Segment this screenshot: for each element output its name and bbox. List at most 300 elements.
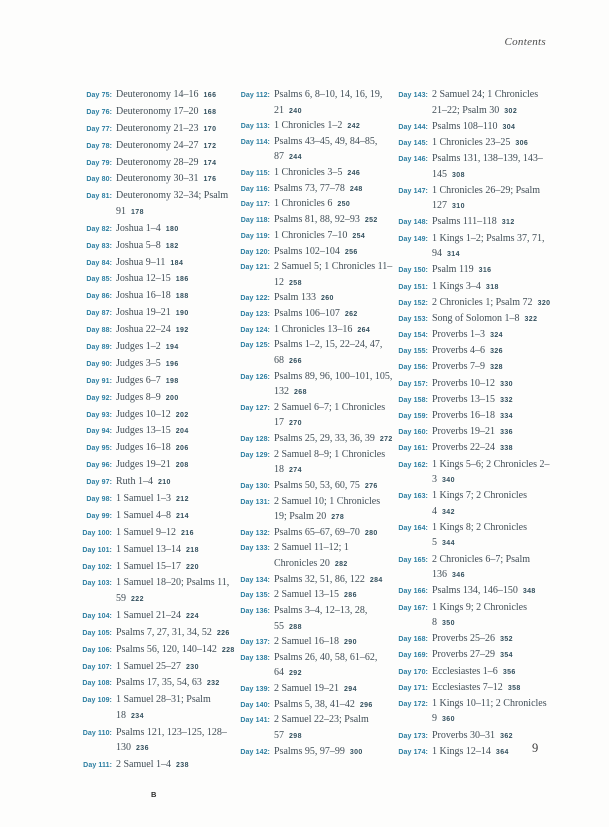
toc-entry [80, 560, 235, 576]
toc-entry [396, 393, 551, 409]
reading-reference: 1 Kings 5–6; 2 Chronicles 2–3 [432, 458, 550, 486]
reading-reference: Joshua 9–11 [116, 256, 166, 268]
toc-entry [80, 239, 235, 255]
day-label: Day 164: [398, 524, 428, 532]
toc-entry [396, 312, 551, 328]
toc-entry [238, 635, 393, 651]
day-label: Day 97: [86, 479, 112, 487]
reading-reference: Psalms 43–45, 49, 84–85, 87 [274, 135, 378, 163]
page-ref: 314 [447, 251, 460, 259]
day-label: Day 88: [86, 327, 112, 335]
contents-column-2 [238, 88, 393, 760]
page-ref: 296 [359, 701, 373, 709]
toc-entry [396, 232, 551, 263]
page-ref: 292 [289, 670, 302, 678]
day-label: Day 147: [398, 187, 428, 195]
reading-reference: Judges 6–7 [116, 374, 161, 386]
page-ref: 192 [175, 327, 189, 335]
day-label: Day 133: [240, 545, 270, 553]
page-ref: 318 [485, 283, 499, 291]
reading-reference: Psalms 95, 97–99 [274, 745, 345, 757]
reading-reference: Psalms 56, 120, 140–142 [116, 643, 217, 655]
page-ref: 186 [175, 276, 189, 284]
toc-entry [238, 745, 393, 761]
day-label: Day 101: [82, 546, 112, 554]
toc-entry [80, 189, 235, 220]
day-label: Day 106: [82, 646, 112, 654]
reading-reference: 1 Chronicles 7–10 [274, 229, 348, 241]
reading-reference: Psalms 6, 8–10, 14, 16, 19, 21 [274, 89, 383, 116]
toc-entry [80, 458, 235, 474]
day-label: Day 94: [86, 428, 112, 436]
toc-entry [396, 441, 551, 457]
reading-reference: 1 Samuel 1–3 [116, 492, 171, 504]
page-ref: 228 [221, 646, 235, 654]
page-ref: 248 [349, 185, 363, 193]
day-label: Day 126: [240, 373, 270, 381]
toc-entry [80, 609, 235, 625]
day-label: Day 82: [86, 225, 112, 233]
day-label: Day 127: [240, 404, 270, 412]
reading-reference: Proverbs 19–21 [432, 426, 496, 438]
reading-reference: Proverbs 7–9 [432, 361, 486, 373]
day-label: Day 172: [398, 700, 428, 708]
day-label: Day 86: [86, 293, 112, 301]
reading-reference: Psalms 121, 123–125, 128–130 [116, 726, 227, 754]
day-label: Day 99: [86, 512, 112, 520]
reading-reference: Deuteronomy 28–29 [116, 156, 199, 168]
day-label: Day 81: [86, 193, 112, 201]
page-ref: 174 [203, 159, 217, 167]
toc-entry [396, 729, 551, 745]
page-ref: 310 [452, 203, 465, 211]
reading-reference: 2 Chronicles 6–7; Psalm 136 [432, 553, 531, 581]
reading-reference: Judges 1–2 [116, 340, 161, 352]
toc-entry [238, 245, 393, 261]
reading-reference: Psalms 73, 77–78 [274, 182, 345, 194]
toc-entry [396, 521, 551, 552]
toc-entry [80, 256, 235, 272]
day-label: Day 85: [86, 276, 112, 284]
page-ref: 290 [344, 639, 357, 647]
reading-reference: Joshua 19–21 [116, 307, 171, 319]
page-ref: 204 [175, 428, 189, 436]
day-label: Day 100: [82, 529, 112, 537]
reading-reference: 2 Samuel 6–7; 1 Chronicles 17 [274, 401, 386, 429]
page-ref: 226 [216, 629, 230, 637]
page-ref: 316 [478, 267, 492, 275]
day-label: Day 159: [398, 413, 428, 420]
toc-entry [80, 222, 235, 238]
day-label: Day 134: [240, 576, 270, 584]
toc-entry [80, 374, 235, 390]
toc-entry [238, 182, 393, 198]
toc-entry [238, 401, 393, 432]
reading-reference: 1 Samuel 21–24 [116, 609, 181, 621]
day-label: Day 168: [398, 636, 428, 644]
toc-entry [238, 229, 393, 245]
day-label: Day 116: [240, 185, 270, 193]
day-label: Day 93: [86, 411, 112, 419]
page-ref: 180 [165, 225, 179, 233]
day-label: Day 171: [398, 684, 428, 692]
toc-entry [396, 152, 551, 183]
toc-entry [396, 601, 551, 632]
toc-entry [238, 651, 393, 682]
day-label: Day 117: [240, 201, 270, 209]
toc-entry [238, 713, 393, 744]
page-ref: 288 [289, 623, 302, 631]
day-label: Day 143: [398, 92, 428, 99]
toc-entry [80, 391, 235, 407]
page-ref: 260 [320, 295, 334, 303]
day-label: Day 113: [240, 123, 270, 131]
reading-reference: 2 Samuel 16–18 [274, 636, 339, 648]
reading-reference: Judges 13–15 [116, 425, 171, 437]
page-ref: 324 [490, 332, 503, 340]
day-label: Day 151: [398, 283, 428, 291]
reading-reference: 2 Samuel 19–21 [274, 683, 339, 695]
page-ref: 342 [442, 508, 455, 516]
reading-reference: 2 Samuel 5; 1 Chronicles 11–12 [274, 261, 393, 288]
day-label: Day 107: [82, 663, 112, 671]
page-ref: 300 [349, 748, 363, 756]
page-ref: 350 [442, 620, 455, 627]
page-ref: 274 [289, 467, 302, 475]
toc-entry [80, 526, 235, 542]
page-ref: 336 [500, 429, 513, 437]
reading-reference: Psalms 3–4, 12–13, 28, 55 [274, 605, 368, 632]
toc-entry [80, 475, 235, 491]
day-label: Day 140: [240, 701, 270, 709]
day-label: Day 118: [240, 217, 270, 225]
page-ref: 182 [165, 242, 179, 250]
toc-entry [396, 681, 551, 697]
reading-reference: Psalms 81, 88, 92–93 [274, 214, 360, 226]
reading-reference: Judges 19–21 [116, 459, 171, 471]
day-label: Day 95: [86, 445, 112, 453]
reading-reference: Joshua 1–4 [116, 222, 161, 234]
toc-entry [238, 213, 393, 229]
day-label: Day 92: [86, 394, 112, 402]
day-label: Day 125: [240, 342, 270, 350]
page-ref: 184 [170, 259, 184, 267]
page-ref: 232 [206, 680, 220, 688]
toc-entry [80, 492, 235, 508]
toc-entry [238, 682, 393, 698]
page-ref: 302 [504, 107, 518, 115]
day-label: Day 79: [86, 159, 112, 167]
page-ref: 230 [186, 663, 199, 671]
toc-entry [396, 648, 551, 664]
page-ref: 216 [181, 529, 194, 537]
toc-entry [396, 745, 551, 761]
day-label: Day 114: [240, 138, 270, 146]
toc-entry [80, 626, 235, 642]
day-label: Day 96: [86, 462, 112, 470]
toc-entry [238, 197, 393, 213]
page-ref: 170 [203, 125, 217, 133]
toc-entry [80, 643, 235, 659]
page-ref: 264 [357, 326, 371, 334]
page-ref: 244 [289, 154, 302, 162]
reading-reference: Psalms 17, 35, 54, 63 [116, 677, 202, 689]
reading-reference: 1 Kings 3–4 [432, 280, 481, 292]
day-label: Day 174: [398, 748, 428, 756]
toc-entry [396, 296, 551, 312]
day-label: Day 77: [86, 125, 112, 133]
reading-reference: Proverbs 13–15 [432, 393, 496, 405]
day-label: Day 142: [240, 748, 270, 756]
page-ref: 176 [203, 176, 217, 184]
page-ref: 268 [294, 389, 307, 397]
toc-entry [80, 122, 235, 138]
toc-entry [80, 340, 235, 356]
toc-entry [80, 306, 235, 322]
reading-reference: Deuteronomy 24–27 [116, 139, 199, 151]
reading-reference: Psalms 7, 27, 31, 34, 52 [116, 626, 212, 638]
reading-reference: Joshua 5–8 [116, 239, 161, 251]
day-label: Day 108: [82, 680, 112, 688]
reading-reference: Joshua 16–18 [116, 290, 171, 302]
toc-entry [238, 260, 393, 291]
toc-entry [238, 88, 393, 119]
page-ref: 352 [500, 636, 513, 644]
page-ref: 332 [500, 396, 513, 404]
day-label: Day 148: [398, 219, 428, 227]
reading-reference: 2 Chronicles 1; Psalm 72 [432, 296, 533, 308]
page-ref: 270 [289, 420, 302, 428]
page-ref: 224 [186, 612, 199, 620]
reading-reference: Song of Solomon 1–8 [432, 312, 520, 324]
page-ref: 354 [500, 652, 513, 660]
reading-reference: Deuteronomy 14–16 [116, 89, 199, 100]
reading-reference: 2 Samuel 8–9; 1 Chronicles 18 [274, 448, 386, 476]
page-ref: 246 [347, 170, 361, 178]
reading-reference: Ecclesiastes 1–6 [432, 665, 498, 677]
page-ref: 252 [364, 217, 378, 225]
day-label: Day 170: [398, 668, 428, 676]
reading-reference: Psalms 131, 138–139, 143–145 [432, 153, 543, 180]
day-label: Day 75: [86, 92, 112, 99]
page-ref: 266 [289, 357, 302, 365]
day-label: Day 173: [398, 732, 428, 740]
toc-entry [396, 458, 551, 489]
day-label: Day 139: [240, 686, 270, 694]
page-ref: 220 [186, 563, 199, 571]
day-label: Day 84: [86, 259, 112, 267]
page-ref: 236 [136, 745, 149, 753]
toc-entry [396, 632, 551, 648]
toc-entry [396, 120, 551, 136]
day-label: Day 132: [240, 529, 270, 537]
page-ref: 358 [507, 684, 521, 692]
toc-entry [80, 726, 235, 757]
reading-reference: Proverbs 25–26 [432, 633, 496, 645]
toc-entry [80, 543, 235, 559]
toc-entry [396, 584, 551, 600]
toc-entry [80, 172, 235, 188]
reading-reference: Deuteronomy 30–31 [116, 173, 199, 185]
reading-reference: Ruth 1–4 [116, 476, 153, 488]
reading-reference: Psalms 50, 53, 60, 75 [274, 479, 360, 491]
page-ref: 208 [175, 462, 189, 470]
page-ref: 330 [500, 380, 513, 388]
reading-reference: Judges 16–18 [116, 442, 171, 454]
page-ref: 212 [176, 495, 189, 503]
toc-entry [396, 489, 551, 520]
day-label: Day 111: [83, 762, 112, 770]
reading-reference: 1 Chronicles 26–29; Psalm 127 [432, 184, 541, 212]
reading-reference: Psalms 111–118 [432, 216, 497, 228]
reading-reference: Proverbs 1–3 [432, 329, 486, 341]
running-head-contents: Contents [504, 36, 546, 48]
reading-reference: Psalm 133 [274, 292, 316, 304]
reading-reference: Proverbs 4–6 [432, 345, 486, 357]
contents-column-3 [396, 88, 551, 761]
reading-reference: 2 Samuel 22–23; Psalm 57 [274, 714, 369, 741]
page-ref: 278 [331, 514, 345, 522]
day-label: Day 80: [86, 176, 112, 184]
day-label: Day 152: [398, 299, 428, 307]
page-ref: 214 [176, 512, 189, 520]
toc-entry [80, 408, 235, 424]
day-label: Day 146: [398, 156, 428, 164]
page-ref: 360 [442, 716, 455, 724]
reading-reference: Psalms 102–104 [274, 245, 340, 257]
page-ref: 194 [165, 343, 179, 351]
day-label: Day 136: [240, 608, 270, 615]
page-ref: 218 [186, 546, 199, 554]
day-label: Day 145: [398, 139, 428, 147]
day-label: Day 120: [240, 248, 270, 256]
day-label: Day 138: [240, 654, 270, 662]
reading-reference: Psalms 32, 51, 86, 122 [274, 573, 365, 585]
toc-entry [80, 323, 235, 339]
toc-entry [238, 338, 393, 369]
reading-reference: Psalms 134, 146–150 [432, 585, 518, 597]
reading-reference: 2 Samuel 1–4 [116, 759, 171, 771]
page-ref: 272 [379, 436, 393, 443]
printer-signature-mark: B [151, 790, 157, 799]
page-ref: 258 [289, 279, 302, 287]
reading-reference: Psalms 26, 40, 58, 61–62, 64 [274, 651, 378, 679]
reading-reference: Deuteronomy 21–23 [116, 122, 199, 134]
reading-reference: 1 Chronicles 6 [274, 198, 333, 210]
page-ref: 210 [157, 479, 171, 487]
day-label: Day 76: [86, 108, 112, 116]
reading-reference: Psalm 119 [432, 264, 474, 276]
page-ref: 284 [369, 576, 383, 584]
toc-entry [238, 166, 393, 182]
toc-entry [238, 541, 393, 572]
reading-reference: Proverbs 27–29 [432, 649, 496, 661]
page-ref: 346 [452, 572, 465, 580]
toc-entry [238, 323, 393, 339]
toc-entry [80, 357, 235, 373]
day-label: Day 98: [86, 495, 112, 503]
toc-entry [396, 697, 551, 728]
day-label: Day 91: [86, 377, 112, 385]
toc-entry [238, 495, 393, 526]
day-label: Day 167: [398, 604, 428, 612]
toc-entry [238, 119, 393, 135]
day-label: Day 128: [240, 436, 270, 443]
reading-reference: Psalms 5, 38, 41–42 [274, 698, 355, 710]
day-label: Day 162: [398, 461, 428, 469]
toc-entry [396, 665, 551, 681]
page-ref: 234 [131, 712, 144, 720]
day-label: Day 83: [86, 242, 112, 250]
toc-entry [396, 88, 551, 119]
reading-reference: Proverbs 22–24 [432, 442, 496, 454]
page-ref: 240 [289, 107, 302, 115]
day-label: Day 78: [86, 142, 112, 150]
page-ref: 286 [344, 592, 357, 600]
day-label: Day 158: [398, 396, 428, 404]
page-ref: 250 [337, 201, 351, 209]
day-label: Day 124: [240, 326, 270, 334]
toc-entry [80, 424, 235, 440]
day-label: Day 110: [82, 729, 112, 737]
reading-reference: 2 Samuel 13–15 [274, 589, 339, 601]
page-ref: 178 [131, 208, 144, 216]
toc-entry [396, 553, 551, 584]
reading-reference: 1 Samuel 9–12 [116, 526, 176, 538]
toc-entry [80, 88, 235, 104]
page-ref: 340 [442, 477, 455, 485]
day-label: Day 135: [240, 592, 270, 600]
reading-reference: Psalms 65–67, 69–70 [274, 526, 360, 538]
reading-reference: Judges 10–12 [116, 408, 171, 420]
page-ref: 276 [364, 482, 378, 490]
day-label: Day 144: [398, 123, 428, 131]
toc-entry [396, 425, 551, 441]
toc-entry [238, 479, 393, 495]
toc-entry [80, 576, 235, 607]
reading-reference: 1 Samuel 18–20; Psalms 11, 59 [116, 577, 230, 604]
page-ref: 320 [537, 299, 551, 307]
page-ref: 190 [175, 310, 189, 318]
reading-reference: 1 Chronicles 23–25 [432, 136, 511, 148]
page-ref: 282 [334, 560, 348, 568]
reading-reference: Psalms 108–110 [432, 120, 498, 132]
day-label: Day 155: [398, 348, 428, 356]
toc-entry [238, 526, 393, 542]
day-label: Day 109: [82, 697, 112, 705]
day-label: Day 129: [240, 451, 270, 459]
toc-entry [238, 604, 393, 635]
page-ref: 338 [500, 445, 513, 453]
day-label: Day 89: [86, 343, 112, 351]
day-label: Day 153: [398, 315, 428, 323]
toc-entry [396, 328, 551, 344]
toc-entry [238, 307, 393, 323]
toc-entry [80, 693, 235, 724]
page-ref: 298 [289, 732, 302, 740]
reading-reference: Proverbs 16–18 [432, 410, 496, 421]
reading-reference: Deuteronomy 17–20 [116, 105, 199, 117]
toc-entry [396, 344, 551, 360]
day-label: Day 157: [398, 380, 428, 388]
toc-entry [80, 676, 235, 692]
reading-reference: Psalms 1–2, 15, 22–24, 47, 68 [274, 339, 383, 366]
day-label: Day 137: [240, 639, 270, 647]
reading-reference: 1 Samuel 13–14 [116, 543, 181, 555]
page-ref: 304 [502, 123, 516, 131]
reading-reference: 1 Samuel 4–8 [116, 509, 171, 521]
day-label: Day 154: [398, 332, 428, 340]
